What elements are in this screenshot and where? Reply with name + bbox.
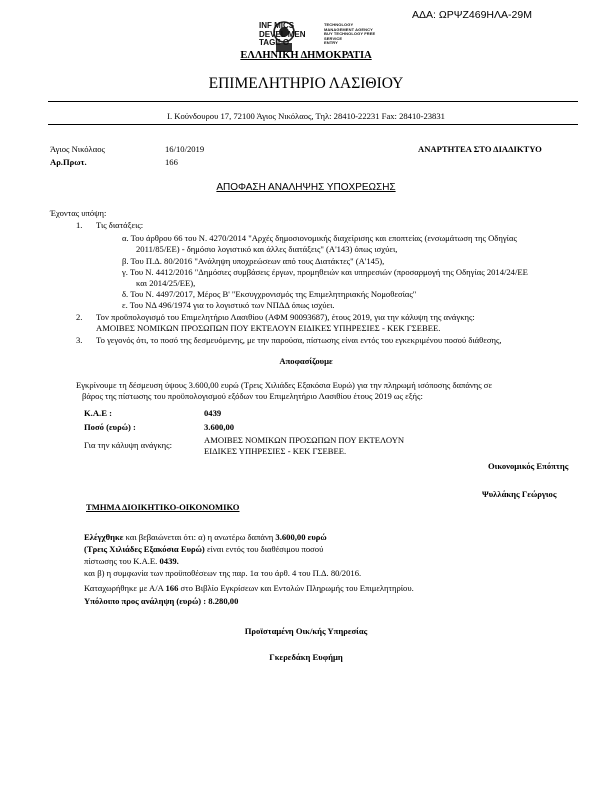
header-divider-top bbox=[48, 101, 578, 102]
logo-line-3: TAGE O bbox=[259, 38, 290, 47]
item-1c-line2: και 2014/25/ΕΕ), bbox=[136, 278, 196, 288]
logo-line-2: DEVEL MEN bbox=[259, 29, 306, 39]
signer2-title: Προϊσταμένη Οικ/κής Υπηρεσίας bbox=[244, 626, 368, 636]
verify-line-3 bbox=[84, 556, 179, 566]
place: Άγιος Νικόλαος bbox=[50, 144, 105, 154]
verify-line-4: και β) η συμφωνία των προϋποθέσεων της παρ. 1α του άρθ. 4 του Π.Δ. 80/2016. bbox=[84, 568, 362, 578]
amount-label: Ποσό (ευρώ) : bbox=[84, 422, 136, 432]
logo-small-4: SERVICE bbox=[324, 35, 343, 41]
decide-heading: Αποφασίζουμε bbox=[279, 356, 333, 366]
signer1-title: Οικονομικός Επόπτης bbox=[488, 461, 569, 471]
logo-line-1: INF MICS bbox=[259, 21, 295, 30]
header-divider-bottom bbox=[48, 124, 578, 125]
kae-value: 0439 bbox=[204, 408, 222, 418]
item-3-number: 3. bbox=[76, 335, 83, 345]
item-1a-line1: α. Του άρθρου 66 του Ν. 4270/2014 "Αρχές δημοσιονομικής διαχείρισης και εποπτείας (ενσωμάτωση της Οδηγίας bbox=[122, 233, 517, 243]
date: 16/10/2019 bbox=[165, 144, 205, 154]
item-1-number: 1. bbox=[76, 220, 83, 230]
verify-kae-code: 0439. bbox=[159, 556, 179, 566]
verify-register-number: 166 bbox=[165, 583, 179, 593]
item-2-text: Τον προϋπολογισμό του Επιμελητήριο Λασιθίου (ΑΦΜ 90093687), έτους 2019, για την κάλυψη της ανάγκης: bbox=[96, 312, 475, 322]
verify-line-5 bbox=[84, 583, 414, 593]
need-value-line1: ΑΜΟΙΒΕΣ ΝΟΜΙΚΩΝ ΠΡΟΣΩΠΩΝ ΠΟΥ ΕΚΤΕΛΟΥΝ bbox=[204, 435, 405, 445]
amount-value: 3.600,00 bbox=[204, 422, 235, 432]
verify-line-2 bbox=[84, 544, 323, 554]
verify-amount-words: (Τρεις Χιλιάδες Εξακόσια Ευρώ) bbox=[84, 544, 205, 554]
balance-label: Υπόλοιπο προς ανάληψη (ευρώ) : bbox=[84, 596, 209, 606]
balance-value: 8.280,00 bbox=[208, 596, 239, 606]
verify-credit: πίστωσης του Κ.Α.Ε. bbox=[84, 556, 160, 566]
logo-small-3: BUY TECHNOLOGY FREE bbox=[324, 31, 376, 37]
logo-small-1: TECHNOLOGY bbox=[324, 22, 354, 27]
signer1-name: Ψυλλάκης Γεώργιος bbox=[482, 489, 557, 499]
approve-line-1: Εγκρίνουμε τη δέσμευση ύψους 3.600,00 ευρώ (Τρεις Χιλιάδες Εξακόσια Ευρώ) για την πληρωμή ισόποσης δαπάνης σε bbox=[76, 380, 493, 390]
department-heading: ΤΜΗΜΑ ΔΙΟΙΚΗΤΙΚΟ-ΟΙΚΟΝΟΜΙΚΟ bbox=[86, 502, 240, 512]
protocol-label: Αρ.Πρωτ. bbox=[50, 157, 87, 167]
need-value-line2: ΕΙΔΙΚΕΣ ΥΠΗΡΕΣΙΕΣ - ΚΕΚ ΓΣΕΒΕΕ. bbox=[204, 446, 347, 456]
item-1b: β. Του Π.Δ. 80/2016 "Ανάληψη υποχρεώσεων από τους Διατάκτες" (Α'145), bbox=[122, 256, 385, 266]
kae-label: Κ.Α.Ε : bbox=[84, 408, 112, 418]
item-1d: δ. Του Ν. 4497/2017, Μέρος Β' "Εκσυγχρονισμός της Επιμελητηριακής Νομοθεσίας" bbox=[122, 289, 417, 299]
item-2-number: 2. bbox=[76, 312, 83, 322]
item-2-need: ΑΜΟΙΒΕΣ ΝΟΜΙΚΩΝ ΠΡΟΣΩΠΩΝ ΠΟΥ ΕΚΤΕΛΟΥΝ ΕΙΔΙΚΕΣ ΥΠΗΡΕΣΙΕΣ - ΚΕΚ ΓΣΕΒΕΕ. bbox=[96, 323, 441, 333]
verify-amount: 3.600,00 ευρώ bbox=[275, 532, 327, 542]
address-line: Ι. Κούνδουρου 17, 72100 Άγιος Νικόλαος, Τηλ: 28410-22231 Fax: 28410-23831 bbox=[167, 111, 445, 121]
item-1c-line1: γ. Του Ν. 4412/2016 "Δημόσιες συμβάσεις έργων, προμηθειών και υπηρεσιών (προσαρμογή της Οδηγίας 2014/24/ΕΕ bbox=[122, 267, 528, 277]
need-label: Για την κάλυψη ανάγκης: bbox=[84, 440, 172, 450]
signer2-name: Γκερεδάκη Ευφήμη bbox=[269, 652, 343, 662]
verify-registered: Καταχωρήθηκε με Α/Α bbox=[84, 583, 166, 593]
verify-line-6 bbox=[84, 596, 238, 606]
chamber-title: ΕΠΙΜΕΛΗΤΗΡΙΟ ΛΑΣΙΘΙΟΥ bbox=[208, 75, 404, 92]
approve-line-2: βάρος της πίστωσης του προϋπολογισμού εξόδων του Επιμελητήριο Λασιθίου έτους 2019 ως εξής: bbox=[82, 391, 423, 401]
logo-small-5: ENTRY bbox=[324, 40, 338, 46]
logo-small-2: MANAGEMENT AGENCY bbox=[324, 26, 373, 32]
item-1-text: Τις διατάξεις: bbox=[96, 220, 144, 230]
item-1e: ε. Του ΝΔ 496/1974 για το λογιστικό των ΝΠΔΔ όπως ισχύει. bbox=[122, 300, 335, 310]
verify-certified: και βεβαιώνεται ότι: α) η ανωτέρω δαπάνη bbox=[123, 532, 276, 542]
notice: ΑΝΑΡΤΗΤΕΑ ΣΤΟ ΔΙΑΔΙΚΤΥΟ bbox=[418, 144, 542, 154]
decision-title: ΑΠΟΦΑΣΗ ΑΝΑΛΗΨΗΣ ΥΠΟΧΡΕΩΣΗΣ bbox=[216, 182, 396, 193]
verify-within: είναι εντός του διαθέσιμου ποσού bbox=[204, 544, 324, 554]
considering-label: Έχοντας υπόψη: bbox=[50, 208, 107, 218]
verify-book: στο Βιβλίο Εγκρίσεων και Εντολών Πληρωμής του Επιμελητηρίου. bbox=[178, 583, 414, 593]
item-3-text: Το γεγονός ότι, το ποσό της δεσμευόμενης, με την παρούσα, πίστωσης είναι εντός του εγκεκριμένου ποσού διάθεσης, bbox=[96, 335, 502, 345]
verify-line-1 bbox=[84, 532, 327, 542]
protocol-value: 166 bbox=[165, 157, 178, 167]
republic-title: ΕΛΛΗΝΙΚΗ ΔΗΜΟΚΡΑΤΙΑ bbox=[240, 50, 372, 61]
diavgeia-logo bbox=[250, 19, 376, 53]
ada-code: ΑΔΑ: ΩΡΨΖ469ΗΛΑ-29Μ bbox=[412, 9, 532, 21]
verify-checked: Ελέγχθηκε bbox=[84, 532, 124, 542]
item-1a-line2: 2011/85/ΕΕ) - δημόσιο λογιστικό και άλλες διατάξεις" (Α'143) όπως ισχύει, bbox=[136, 244, 398, 254]
